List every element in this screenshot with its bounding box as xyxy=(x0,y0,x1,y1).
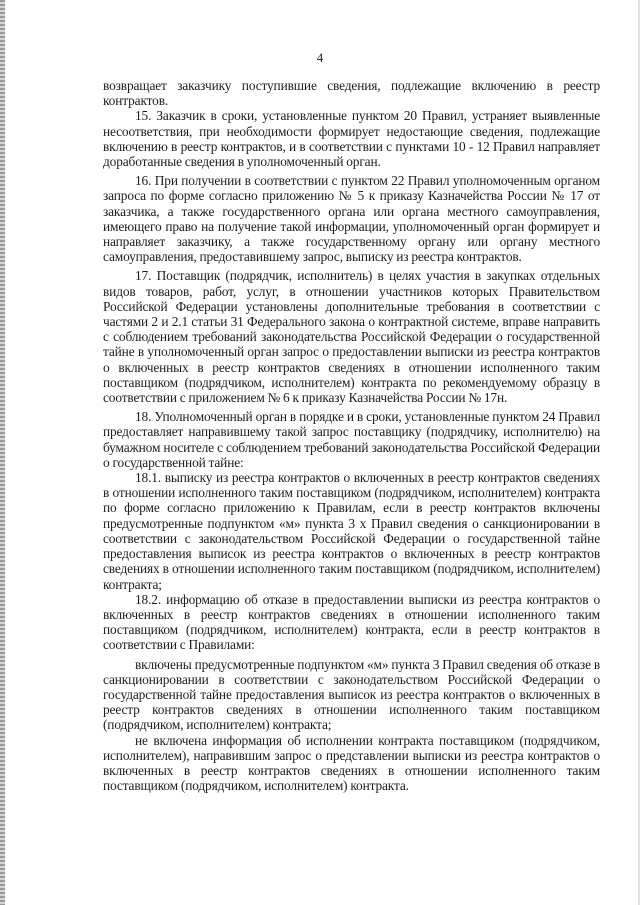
paragraph-18-2-item-2: не включена информация об исполнении контракта поставщиком (подрядчиком, исполнителем), направившим запрос о представлении выписки из реестра контрактов о включенных в реестр контрактов сведениях в отношении исполненного таким поставщиком (подрядчиком, исполнителем) контракта. xyxy=(103,732,600,794)
paragraph-18-2: 18.2. информацию об отказе в предоставлении выписки из реестра контрактов о включенных в реестр контрактов сведениях в отношении исполненного таким поставщиком (подрядчиком, исполнителем) контракта, если в реестр контрактов в соответствии с Правилами: xyxy=(103,591,600,653)
paragraph-18: 18. Уполномоченный орган в порядке и в сроки, установленные пунктом 24 Правил предоставляет направившему такой запрос поставщику (подрядчику, исполнителю) на бумажном носителе с соблюдением требований законодательства Российской Федерации о государственной тайне: xyxy=(103,409,600,470)
paragraph-17: 17. Поставщик (подрядчик, исполнитель) в целях участия в закупках отдельных видов товаров, работ, услуг, в отношении участников которых Правительством Российской Федерации установлены дополнительные требования в соответствии с частями 2 и 2.1 статьи 31 Федерального закона о контрактной системе, вправе направить с соблюдением требований законодательства Российской Федерации о государственной тайне в уполномоченный орган запрос о предоставлении выписки из реестра контрактов о включенных в реестр контрактов сведениях в отношении исполненного таким поставщиком (подрядчиком, исполнителем) контракта по рекомендуемому образцу в соответствии с приложением № 6 к приказу Казначейства России № 17н. xyxy=(103,268,600,406)
paragraph-18-2-item-1: включены предусмотренные подпунктом «м» пункта 3 Правил сведения об отказе в санкционировании в соответствии с законодательством Российской Федерации о государственной тайне предоставления выписок из реестра контрактов о включенных в реестр контрактов сведениях в отношении исполненного таким поставщиком (подрядчиком, исполнителем) контракта; xyxy=(103,656,600,733)
scan-left-edge xyxy=(0,0,5,905)
paragraph-16: 16. При получении в соответствии с пунктом 22 Правил уполномоченным органом запроса по форме согласно приложению № 5 к приказу Казначейства России № 17 от заказчика, а также государственного органа или органа местного самоуправления, имеющего право на получение такой информации, уполномоченный орган формирует и направляет заказчику, а также государственному органу или органу местного самоуправления, предоставившему запрос, выписку из реестра контрактов. xyxy=(103,173,600,265)
page-number: 4 xyxy=(316,50,324,65)
paragraph-15: 15. Заказчик в сроки, установленные пунктом 20 Правил, устраняет выявленные несоответствия, при необходимости формирует недостающие сведения, подлежащие включению в реестр контрактов, и в соответствии с пунктами 10 - 12 Правил направляет доработанные сведения в уполномоченный орган. xyxy=(103,108,600,170)
paragraph-continuation: возвращает заказчику поступившие сведения, подлежащие включению в реестр контрактов. xyxy=(103,78,600,109)
document-body xyxy=(103,78,600,793)
paragraph-18-1: 18.1. выписку из реестра контрактов о включенных в реестр контрактов сведениях в отношении исполненного таким поставщиком (подрядчиком, исполнителем) контракта по форме согласно приложению к Правилам, если в реестр контрактов включены предусмотренные подпунктом «м» пункта 3 х Правил сведения о санкционировании в соответствии с законодательством Российской Федерации о государственной тайне предоставления выписок из реестра контрактов о включенных в реестр контрактов сведениях в отношении исполненного таким поставщиком (подрядчиком, исполнителем) контракта; xyxy=(103,470,600,592)
